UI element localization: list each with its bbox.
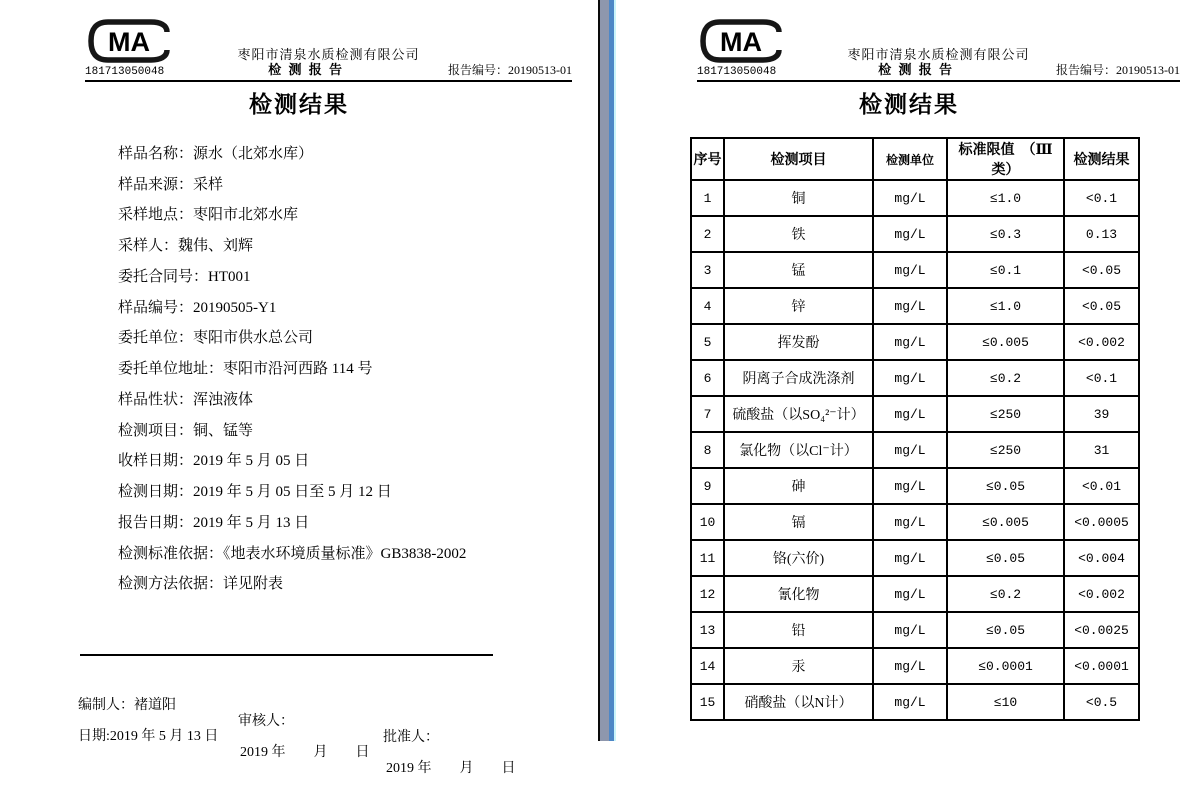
company-name: 枣阳市清泉水质检测有限公司 [237, 47, 420, 62]
table-row [691, 288, 1139, 324]
cell-standard-limit: ≤0.05 [947, 540, 1064, 576]
cell-unit: mg/L [873, 648, 947, 684]
cma-logo-text: MA [720, 27, 762, 57]
table-row [691, 612, 1139, 648]
sample-info-fields [118, 137, 588, 598]
table-row [691, 324, 1139, 360]
report-page-results [616, 0, 1202, 741]
cell-unit: mg/L [873, 540, 947, 576]
cell-index: 1 [691, 180, 724, 216]
cell-result: <0.0025 [1064, 612, 1139, 648]
divider-stripe-slate [600, 0, 609, 741]
cell-unit: mg/L [873, 324, 947, 360]
table-row [691, 504, 1139, 540]
cell-unit: mg/L [873, 216, 947, 252]
cell-unit: mg/L [873, 180, 947, 216]
cell-item-name: 挥发酚 [724, 324, 873, 360]
cell-item-name: 镉 [724, 504, 873, 540]
cell-standard-limit: ≤250 [947, 432, 1064, 468]
section-title: 检测结果 [249, 92, 349, 117]
report-title: 检 测 报 告 [878, 62, 954, 77]
cell-result: <0.1 [1064, 180, 1139, 216]
results-table [690, 137, 1140, 721]
cell-result: <0.5 [1064, 684, 1139, 720]
report-number: 报告编号：20190513-01 [1055, 63, 1180, 77]
cell-index: 4 [691, 288, 724, 324]
cell-item-name: 氯化物（以Cl⁻计） [724, 432, 873, 468]
table-row [691, 252, 1139, 288]
results-table-header-row [691, 138, 1139, 180]
info-field: 采样地点：枣阳市北郊水库 [118, 207, 299, 224]
table-row [691, 216, 1139, 252]
cell-standard-limit: ≤0.05 [947, 612, 1064, 648]
cell-index: 9 [691, 468, 724, 504]
cell-standard-limit: ≤0.0001 [947, 648, 1064, 684]
cell-item-name: 铅 [724, 612, 873, 648]
cell-item-name: 铬(六价) [724, 540, 873, 576]
cma-certificate-number: 181713050048 [85, 66, 165, 78]
section-title: 检测结果 [859, 92, 959, 117]
table-row [691, 468, 1139, 504]
cell-index: 8 [691, 432, 724, 468]
cell-result: <0.05 [1064, 288, 1139, 324]
cell-index: 14 [691, 648, 724, 684]
info-field: 委托单位：枣阳市供水总公司 [118, 330, 314, 347]
page-divider [598, 0, 616, 741]
cell-item-name: 锌 [724, 288, 873, 324]
cell-index: 7 [691, 396, 724, 432]
report-page-info [0, 0, 598, 776]
info-field: 样品性状：浑浊液体 [118, 391, 254, 408]
cell-result: <0.004 [1064, 540, 1139, 576]
reviewer-label: 审核人： [238, 714, 294, 729]
info-field: 收样日期：2019 年 5 月 05 日 [118, 453, 310, 470]
cell-unit: mg/L [873, 396, 947, 432]
cell-unit: mg/L [873, 576, 947, 612]
column-header: 序号 [691, 138, 724, 180]
cell-item-name: 硫酸盐（以SO₄²⁻计） [724, 396, 873, 432]
info-field: 委托单位地址：枣阳市沿河西路 114 号 [118, 361, 373, 378]
approver-date: 2019 年 月 日 [386, 761, 516, 776]
info-field: 样品名称：源水（北郊水库） [118, 145, 314, 162]
cell-index: 6 [691, 360, 724, 396]
cell-result: <0.1 [1064, 360, 1139, 396]
cell-index: 11 [691, 540, 724, 576]
cell-standard-limit: ≤0.2 [947, 576, 1064, 612]
column-header: 标准限值 （Ⅲ类） [947, 138, 1064, 180]
cell-result: <0.002 [1064, 576, 1139, 612]
table-row [691, 576, 1139, 612]
cell-unit: mg/L [873, 684, 947, 720]
cell-item-name: 锰 [724, 252, 873, 288]
cma-logo-text: MA [108, 27, 150, 57]
cell-item-name: 氰化物 [724, 576, 873, 612]
signature-date-row [0, 709, 598, 789]
cell-item-name: 砷 [724, 468, 873, 504]
info-field: 样品来源：采样 [118, 176, 224, 193]
cell-standard-limit: ≤250 [947, 396, 1064, 432]
cell-standard-limit: ≤0.2 [947, 360, 1064, 396]
cell-standard-limit: ≤1.0 [947, 288, 1064, 324]
report-header-row [697, 59, 1180, 82]
cell-index: 3 [691, 252, 724, 288]
preparer-label: 编制人：褚道阳 [78, 698, 176, 713]
info-field: 采样人：魏伟、刘辉 [118, 238, 254, 255]
cell-standard-limit: ≤0.3 [947, 216, 1064, 252]
info-field: 委托合同号：HT001 [118, 268, 251, 285]
cell-result: <0.01 [1064, 468, 1139, 504]
cell-result: <0.0001 [1064, 648, 1139, 684]
cell-item-name: 硝酸盐（以N计） [724, 684, 873, 720]
cell-result: <0.0005 [1064, 504, 1139, 540]
cell-result: 31 [1064, 432, 1139, 468]
cell-index: 13 [691, 612, 724, 648]
table-row [691, 432, 1139, 468]
cell-result: <0.002 [1064, 324, 1139, 360]
results-table-body [691, 180, 1139, 720]
info-field: 样品编号：20190505-Y1 [118, 299, 277, 316]
cell-index: 5 [691, 324, 724, 360]
cell-item-name: 铁 [724, 216, 873, 252]
column-header: 检测单位 [873, 138, 947, 180]
info-field: 检测方法依据：详见附表 [118, 576, 284, 593]
info-field: 检测标准依据：《地表水环境质量标准》GB3838-2002 [118, 545, 467, 562]
cell-unit: mg/L [873, 504, 947, 540]
table-row [691, 396, 1139, 432]
cell-standard-limit: ≤0.005 [947, 324, 1064, 360]
cell-standard-limit: ≤10 [947, 684, 1064, 720]
cell-index: 15 [691, 684, 724, 720]
info-field: 报告日期：2019 年 5 月 13 日 [118, 514, 310, 531]
cell-index: 2 [691, 216, 724, 252]
column-header: 检测项目 [724, 138, 873, 180]
report-title: 检 测 报 告 [268, 62, 344, 77]
cell-unit: mg/L [873, 432, 947, 468]
cell-index: 10 [691, 504, 724, 540]
company-name: 枣阳市清泉水质检测有限公司 [847, 47, 1030, 62]
cell-item-name: 铜 [724, 180, 873, 216]
reviewer-date: 2019 年 月 日 [240, 745, 370, 760]
cell-item-name: 阴离子合成洗涤剂 [724, 360, 873, 396]
cell-standard-limit: ≤0.05 [947, 468, 1064, 504]
approver-label: 批准人： [383, 730, 439, 745]
cell-standard-limit: ≤1.0 [947, 180, 1064, 216]
table-row [691, 360, 1139, 396]
signature-divider-line [80, 654, 493, 656]
cma-certificate-number: 181713050048 [697, 66, 777, 78]
table-row [691, 540, 1139, 576]
cell-unit: mg/L [873, 468, 947, 504]
column-header: 检测结果 [1064, 138, 1139, 180]
table-row [691, 648, 1139, 684]
cell-unit: mg/L [873, 288, 947, 324]
cell-unit: mg/L [873, 252, 947, 288]
report-number: 报告编号：20190513-01 [447, 63, 572, 77]
info-field: 检测项目：铜、锰等 [118, 422, 254, 439]
cell-standard-limit: ≤0.005 [947, 504, 1064, 540]
cell-result: 0.13 [1064, 216, 1139, 252]
table-row [691, 684, 1139, 720]
preparer-date: 日期:2019 年 5 月 13 日 [78, 729, 219, 744]
info-field: 检测日期：2019 年 5 月 05 日至 5 月 12 日 [118, 484, 392, 501]
cell-unit: mg/L [873, 612, 947, 648]
cell-result: <0.05 [1064, 252, 1139, 288]
cell-standard-limit: ≤0.1 [947, 252, 1064, 288]
table-row [691, 180, 1139, 216]
cell-index: 12 [691, 576, 724, 612]
cell-result: 39 [1064, 396, 1139, 432]
cell-unit: mg/L [873, 360, 947, 396]
report-header-row [85, 59, 572, 82]
cell-item-name: 汞 [724, 648, 873, 684]
